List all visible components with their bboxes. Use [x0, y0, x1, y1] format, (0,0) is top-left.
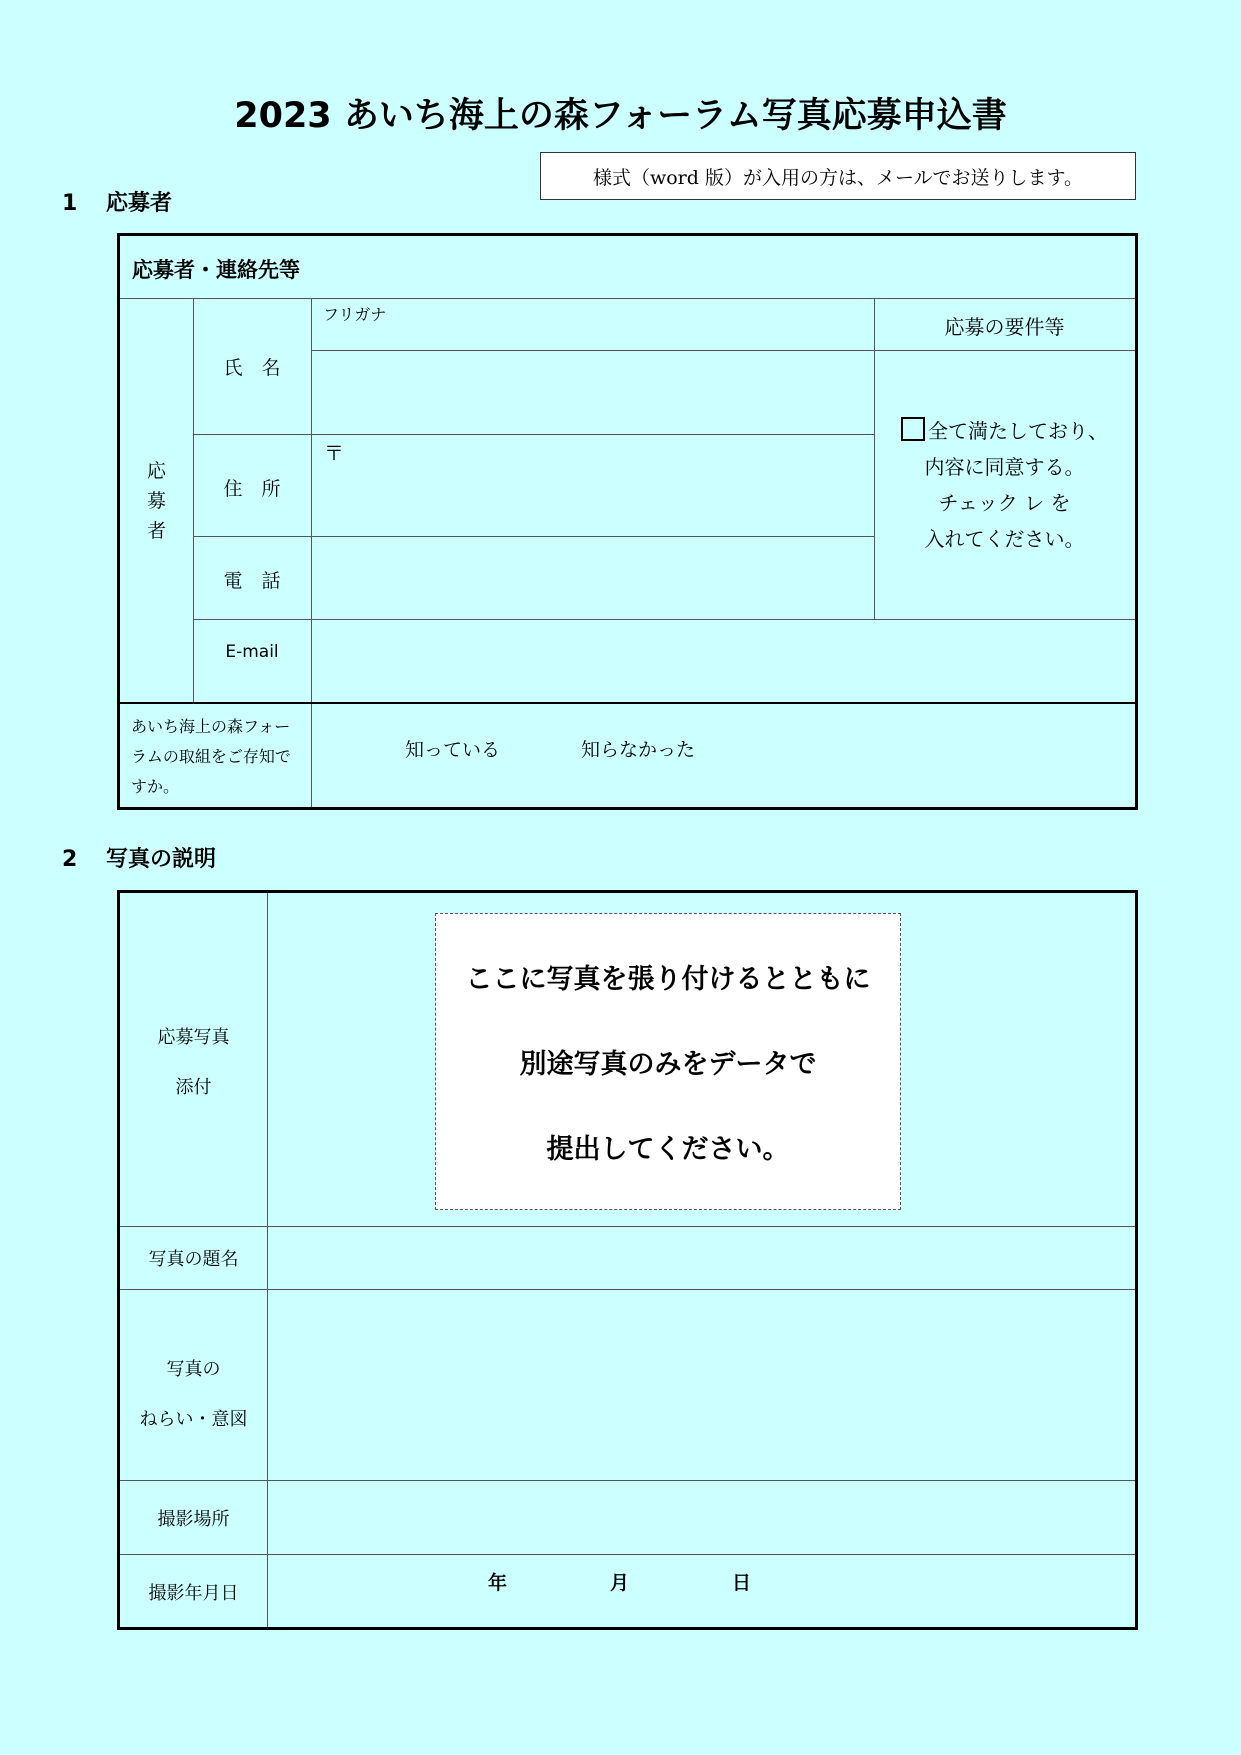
- photo-intent-field[interactable]: [268, 1290, 1134, 1479]
- applicant-side-label: 応 募 者: [146, 460, 166, 542]
- photo-instruction-line-3: 提出してください。: [546, 1134, 790, 1165]
- phone-label: 電 話: [223, 570, 281, 592]
- photo-intent-label: 写真の ねらい・意図: [139, 1359, 248, 1430]
- awareness-question: あいち海上の森フォー ラムの取組をご存知で すか。: [131, 717, 291, 796]
- section-1-number: 1: [62, 191, 78, 216]
- furigana-label: フリガナ: [323, 305, 387, 324]
- applicant-table: [117, 233, 1138, 810]
- phone-field[interactable]: [312, 537, 873, 618]
- furigana-field[interactable]: [312, 324, 873, 349]
- name-label: 氏 名: [223, 357, 281, 379]
- location-field[interactable]: [268, 1481, 1134, 1553]
- option-know[interactable]: 知っている: [405, 739, 501, 761]
- photo-instruction-line-1: ここに写真を張り付けるとともに: [465, 964, 871, 995]
- day-unit: 日: [732, 1572, 752, 1594]
- applicant-table-header: 応募者・連絡先等: [132, 258, 300, 282]
- section-1-label: 応募者: [106, 191, 173, 216]
- location-label: 撮影場所: [157, 1509, 230, 1530]
- photo-title-field[interactable]: [268, 1227, 1134, 1288]
- postal-mark: 〒: [324, 441, 344, 465]
- word-format-notice: 様式（word 版）が入用の方は、メールでお送りします。: [540, 152, 1136, 200]
- address-field[interactable]: [312, 435, 873, 535]
- requirements-header: 応募の要件等: [944, 315, 1065, 339]
- section-1-heading: [62, 186, 172, 217]
- photo-instruction-line-2: 別途写真のみをデータで: [519, 1049, 817, 1080]
- photo-title-label: 写真の題名: [148, 1249, 239, 1270]
- name-field[interactable]: [312, 351, 873, 433]
- section-2-label: 写真の説明: [106, 847, 217, 872]
- date-label: 撮影年月日: [148, 1583, 239, 1604]
- section-2-number: 2: [62, 847, 78, 872]
- photo-attach-label: 応募写真 添付: [157, 1027, 230, 1098]
- email-label: E-mail: [225, 642, 279, 662]
- section-2-heading: [62, 842, 216, 873]
- month-unit: 月: [610, 1572, 630, 1594]
- requirements-text: 全て満たしており、 内容に同意する。 チェック レ を 入れてください。: [874, 413, 1135, 557]
- page-title: 2023 あいち海上の森フォーラム写真応募申込書: [234, 96, 1007, 136]
- email-field[interactable]: [312, 620, 1134, 701]
- address-label: 住 所: [223, 478, 281, 500]
- photo-paste-area[interactable]: [435, 913, 901, 1210]
- agreement-checkbox[interactable]: [901, 417, 925, 441]
- year-unit: 年: [488, 1572, 508, 1594]
- option-dont-know[interactable]: 知らなかった: [581, 739, 696, 761]
